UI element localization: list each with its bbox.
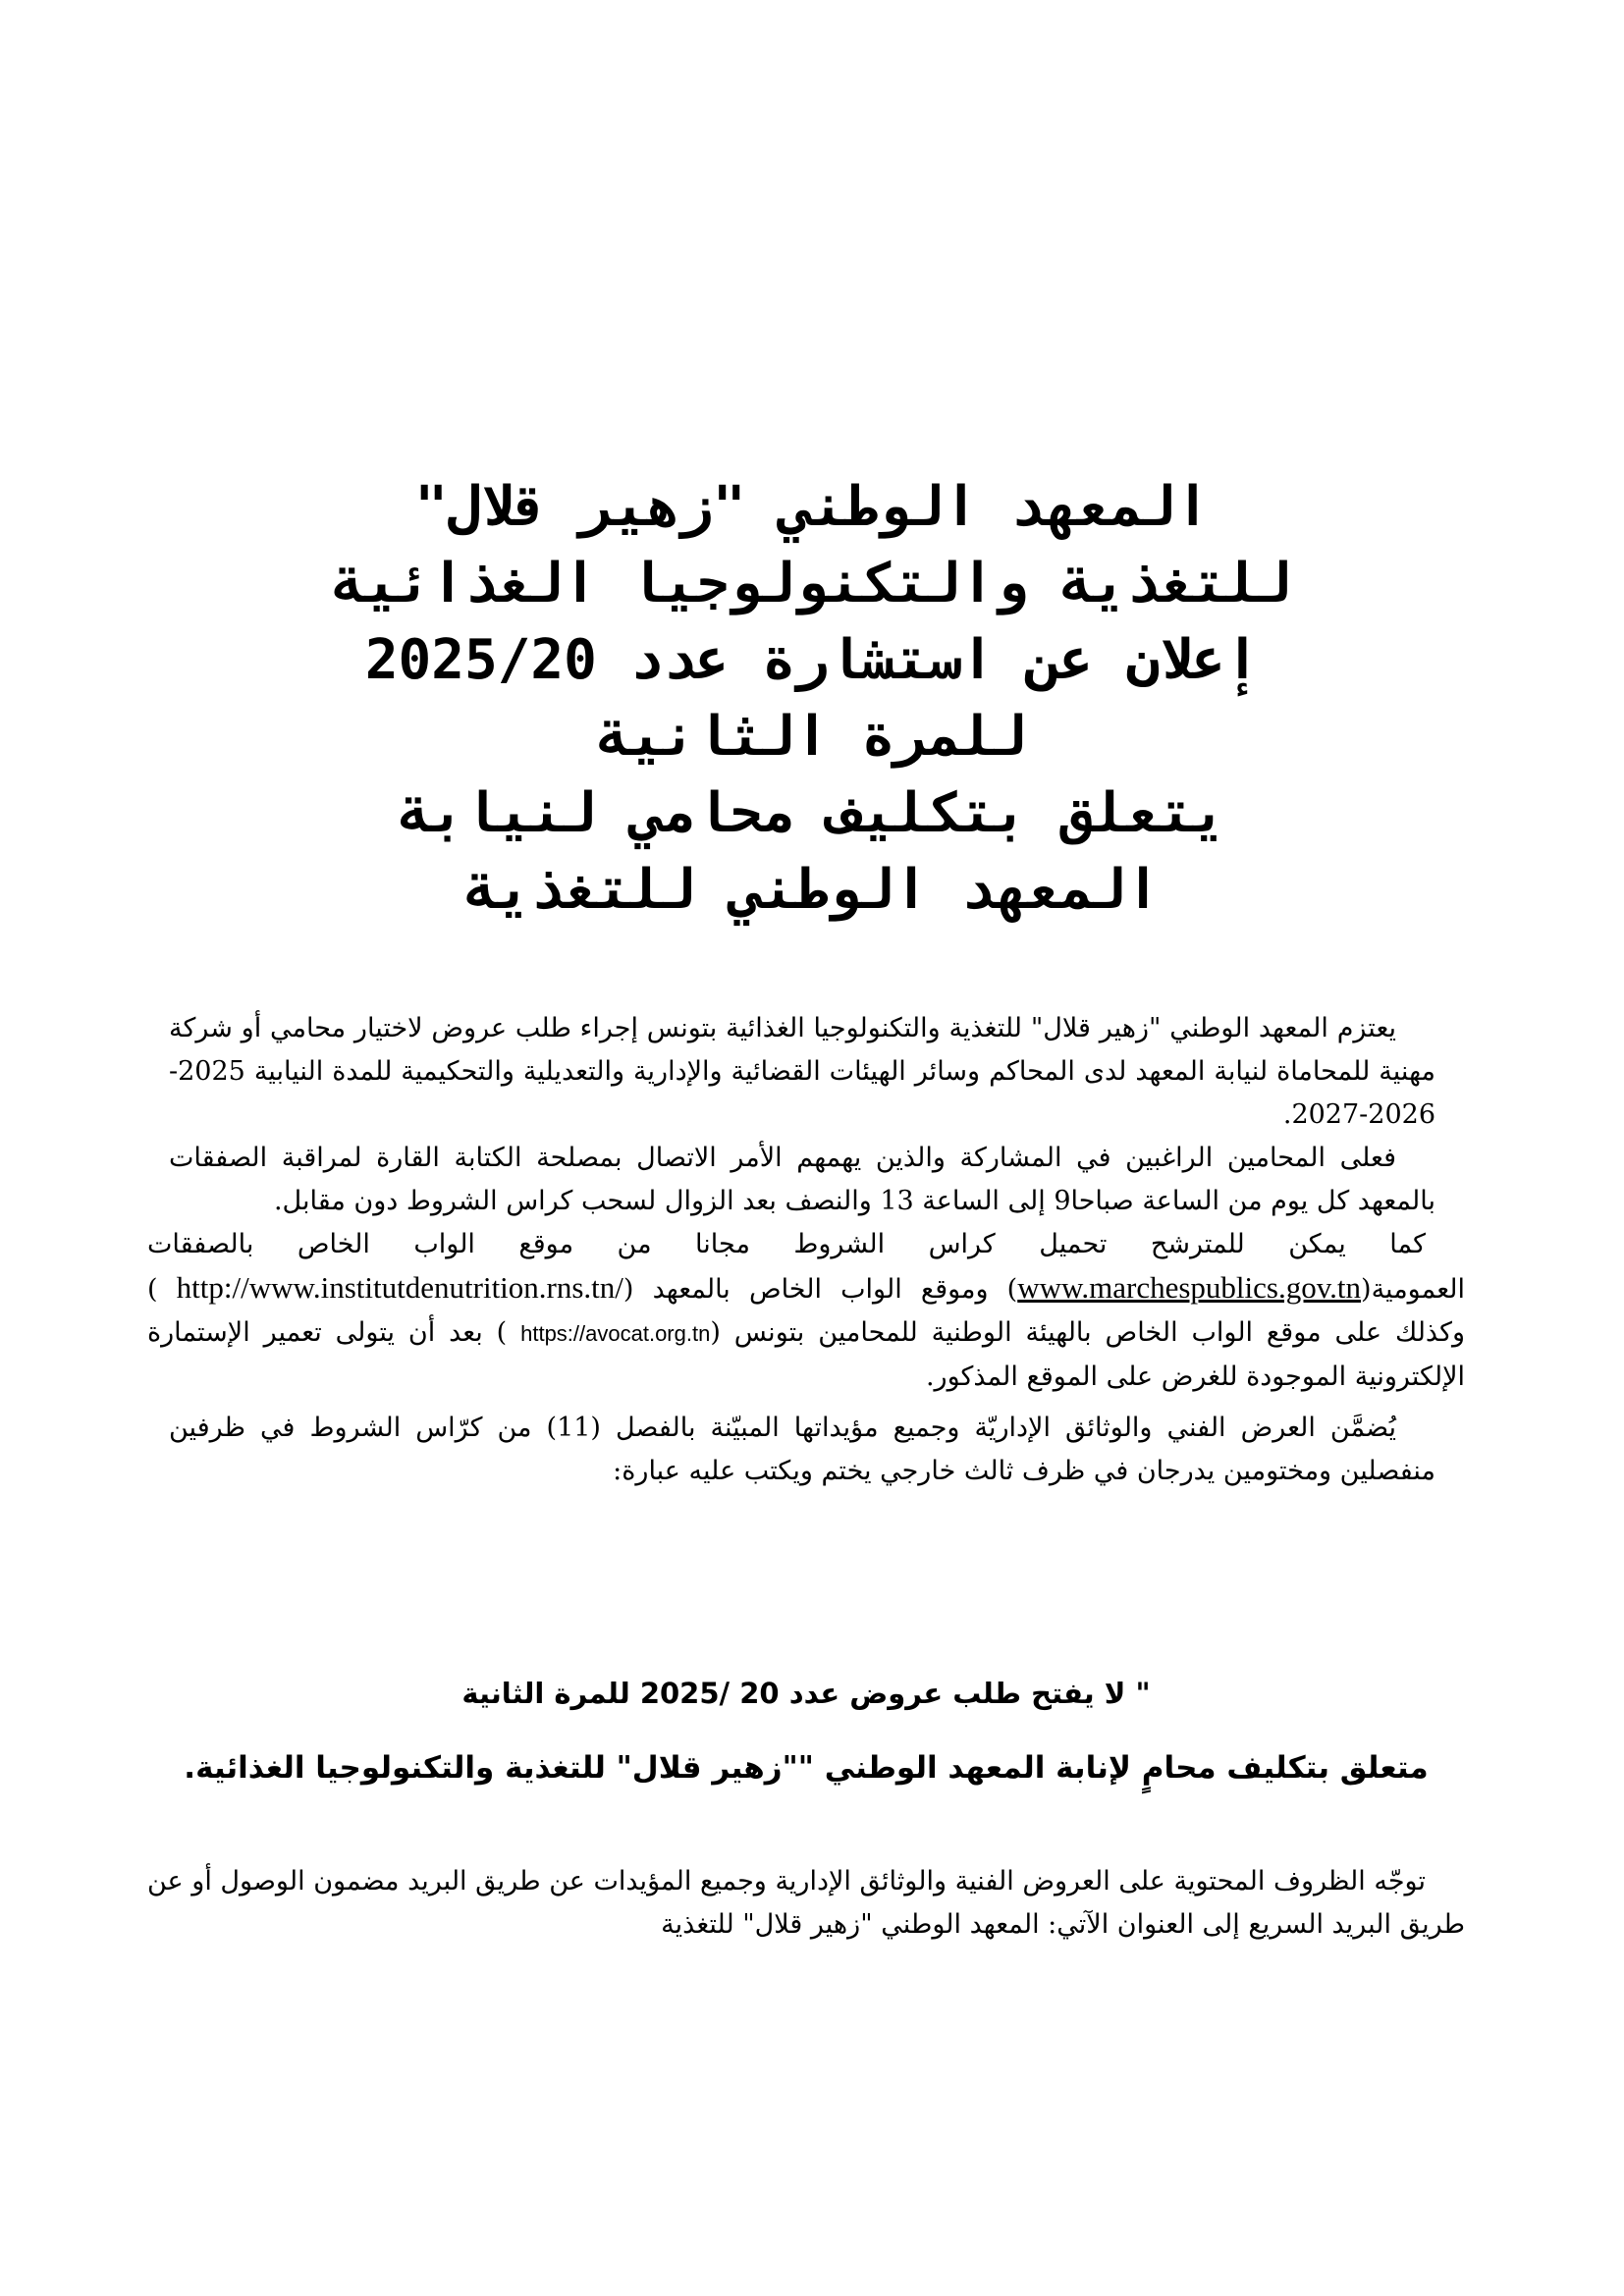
title-line-institute: المعهد الوطني "زهير قلال" <box>414 475 1210 539</box>
title-line-subject: يتعلق بتكليف محامي لنيابة <box>398 781 1226 845</box>
title-line-field: للتغذية والتكنولوجيا الغذائية <box>332 552 1292 615</box>
paragraph-download <box>147 1223 1465 1399</box>
paragraph-contact-text: فعلى المحامين الراغبين في المشاركة والذين يهمهم الأمر الاتصال بمصلحة الكتابة القارة لمراقبة الصفقات بالمعهد كل يوم من الساعة صباحا9 إلى الساعة 13 والنصف بعد الزوال لسحب كراس الشروط دون مقابل. <box>169 1143 1435 1216</box>
inscription-line-1: " لا يفتح طلب عروض عدد 20 /2025 للمرة الثانية <box>461 1677 1151 1710</box>
paragraph-delivery-text: توجّه الظروف المحتوية على العروض الفنية والوثائق الإدارية وجميع المؤيدات عن طريق البريد مضمون الوصول أو عن طريق البريد السريع إلى العنوان الآتي: المعهد الوطني "زهير قلال" للتغذية <box>147 1866 1465 1940</box>
delivery-instructions <box>147 1860 1465 1947</box>
paragraph-intent-text: يعتزم المعهد الوطني "زهير قلال" للتغذية والتكنولوجيا الغذائية بتونس إجراء طلب عروض لاختيار محامي أو شركة مهنية للمحاماة لنيابة المعهد لدى المحاكم وسائر الهيئات القضائية والإدارية والتعديلية والتحكيمية للمدة النيابية 2025-2026-2027. <box>169 1013 1435 1130</box>
link-avocat[interactable]: https://avocat.org.tn <box>520 1321 711 1346</box>
link-institut[interactable]: http://www.institutdenutrition.rns.tn/ <box>176 1270 623 1305</box>
title-line-institute-short: المعهد الوطني للتغذية <box>463 858 1160 922</box>
paragraph-envelopes <box>147 1407 1465 1493</box>
inscription-line-2: متعلق بتكليف محامٍ لإنابة المعهد الوطني ""زهير قلال" للتغذية والتكنولوجيا الغذائية. <box>184 1750 1429 1786</box>
paragraph-download-text-2: ) وموقع الواب الخاص بالمعهد ( <box>623 1274 1018 1305</box>
title-line-second-time: للمرة الثانية <box>596 705 1028 769</box>
title-line-consultation: إعلان عن استشارة عدد 2025/20 <box>364 628 1260 692</box>
paragraph-contact <box>147 1137 1465 1223</box>
link-marchespublics[interactable]: www.marchespublics.gov.tn <box>1017 1270 1362 1305</box>
paragraph-download-text-1: كما يمكن للمترشح تحميل كراس الشروط مجانا من موقع الواب الخاص بالصفقات العمومية( <box>147 1229 1465 1305</box>
paragraph-intent <box>147 1007 1465 1137</box>
paragraph-envelopes-text: يُضمَّن العرض الفني والوثائق الإداريّة وجميع مؤيداتها المبيّنة بالفصل (11) من كرّاس الشروط في ظرفين منفصلين ومختومين يدرجان في ظرف ثالث خارجي يختم ويكتب عليه عبارة: <box>169 1413 1435 1486</box>
notice-title <box>167 469 1457 929</box>
notice-body <box>147 1007 1465 1493</box>
paragraph-delivery <box>147 1860 1465 1947</box>
envelope-inscription <box>147 1672 1465 1791</box>
paragraph-download-text-4: ) بعد أن يتولى تعمير الإستمارة الإلكترونية الموجودة للغرض على الموقع المذكور. <box>147 1317 1465 1392</box>
paragraph-download-text-3: ) وكذلك على موقع الواب الخاص بالهيئة الوطنية للمحامين بتونس ( <box>147 1274 1465 1348</box>
